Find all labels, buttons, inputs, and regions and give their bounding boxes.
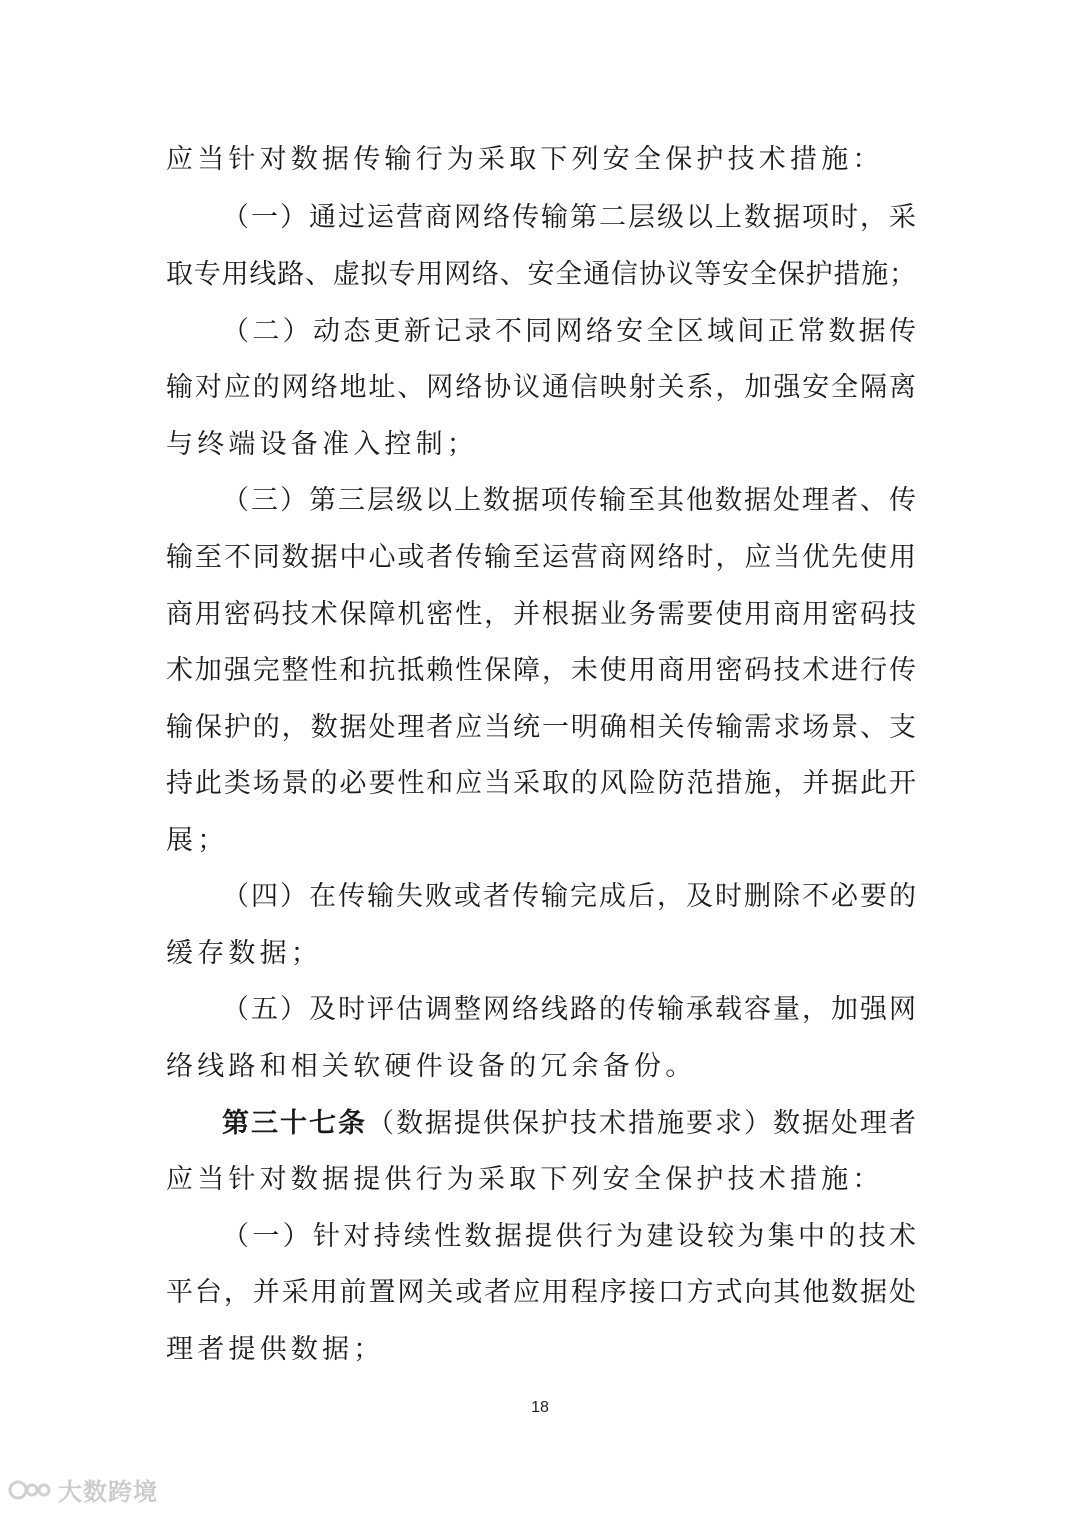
text-line: （二）动态更新记录不同网络安全区域间正常数据传 bbox=[222, 316, 916, 347]
watermark-text: 大数跨境 bbox=[58, 1477, 158, 1506]
text-line: 应当针对数据提供行为采取下列安全保护技术措施： bbox=[166, 1164, 884, 1195]
text-line: 术加强完整性和抗抵赖性保障，未使用商用密码技术进行传 bbox=[166, 655, 916, 686]
text-line: 商用密码技术保障机密性，并根据业务需要使用商用密码技 bbox=[166, 599, 916, 630]
article-heading-line bbox=[222, 1106, 916, 1142]
text-line: （一）通过运营商网络传输第二层级以上数据项时，采 bbox=[222, 202, 916, 233]
text-line: 输对应的网络地址、网络协议通信映射关系，加强安全隔离 bbox=[166, 372, 916, 403]
watermark bbox=[8, 1472, 158, 1506]
text-line: 与终端设备准入控制； bbox=[166, 429, 478, 460]
watermark-logo-icon bbox=[8, 1475, 52, 1503]
article-number: 第三十七条 bbox=[222, 1108, 367, 1139]
text-line: 持此类场景的必要性和应当采取的风险防范措施，并据此开 bbox=[166, 768, 916, 799]
article-heading-text: （数据提供保护技术措施要求）数据处理者 bbox=[367, 1108, 916, 1139]
text-line: （五）及时评估调整网络线路的传输承载容量，加强网 bbox=[222, 994, 916, 1025]
text-line: 缓存数据； bbox=[166, 938, 322, 969]
text-line: 输保护的，数据处理者应当统一明确相关传输需求场景、支 bbox=[166, 712, 916, 743]
text-line: （三）第三层级以上数据项传输至其他数据处理者、传 bbox=[222, 485, 916, 516]
text-line: 输至不同数据中心或者传输至运营商网络时，应当优先使用 bbox=[166, 542, 916, 573]
text-line: 取专用线路、虚拟专用网络、安全通信协议等安全保护措施； bbox=[166, 259, 916, 290]
text-line: 理者提供数据； bbox=[166, 1334, 385, 1365]
text-line: 展； bbox=[166, 825, 229, 856]
text-line: 络线路和相关软硬件设备的冗余备份。 bbox=[166, 1051, 697, 1082]
page-number: 18 bbox=[531, 1399, 549, 1416]
text-line: （四）在传输失败或者传输完成后，及时删除不必要的 bbox=[222, 881, 916, 912]
text-line: 应当针对数据传输行为采取下列安全保护技术措施： bbox=[166, 144, 884, 175]
text-line: （一）针对持续性数据提供行为建设较为集中的技术 bbox=[222, 1221, 916, 1252]
text-line: 平台，并采用前置网关或者应用程序接口方式向其他数据处 bbox=[166, 1277, 916, 1308]
